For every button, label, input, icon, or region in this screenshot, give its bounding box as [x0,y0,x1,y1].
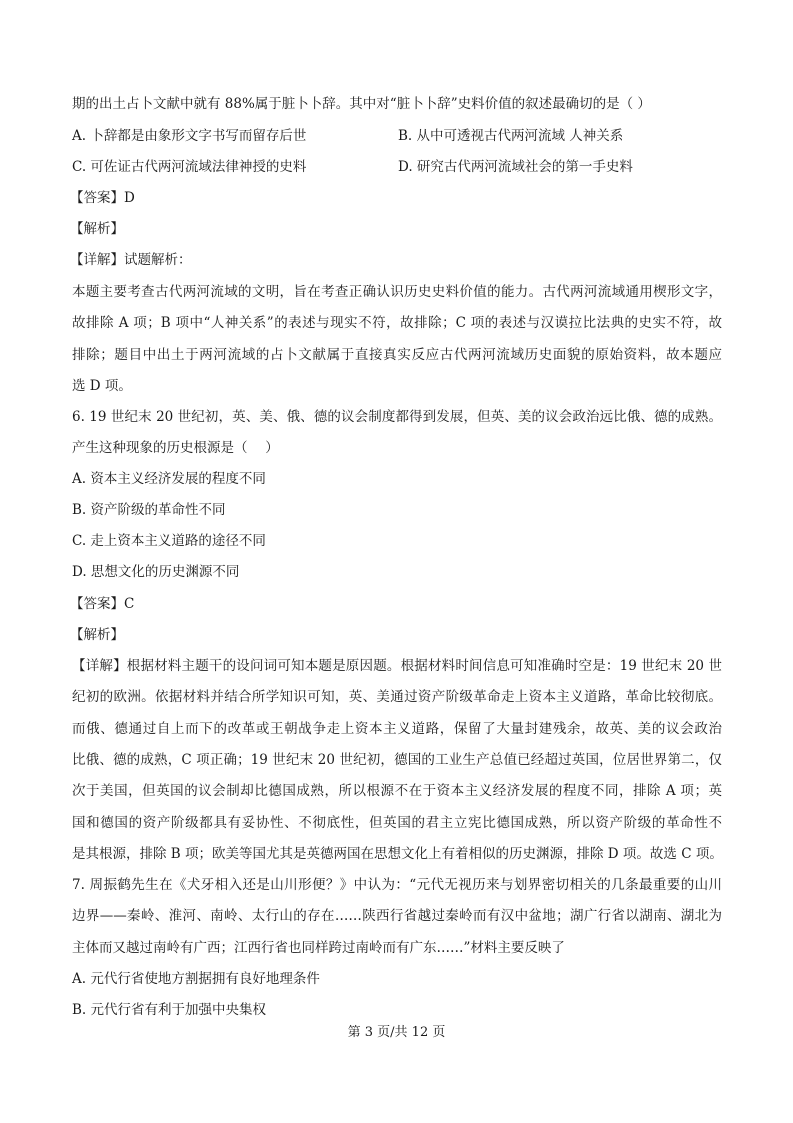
q5-detail-line: 本题主要考查古代两河流域的文明，旨在考查正确认识历史史料价值的能力。古代两河流域通用楔形文字， [72,284,722,300]
q5-analysis-label: 【解析】 [70,221,124,237]
q6-stem-line: 6. 19 世纪末 20 世纪初，英、美、俄、德的议会制度都得到发展，但英、美的议会政治远比俄、德的成熟。 [72,409,722,425]
q6-option-a: A. 资本主义经济发展的程度不同 [72,471,266,487]
q7-option-a: A. 元代行省使地方割据拥有良好地理条件 [72,971,320,987]
q5-option-c: C. 可佐证古代两河流域法律神授的史料 [72,159,307,175]
q6-option-d: D. 思想文化的历史渊源不同 [72,564,240,580]
q6-detail-line: 纪初的欧洲。依据材料并结合所学知识可知，英、美通过资产阶级革命走上资本主义道路，革命比较彻底。 [72,689,722,705]
q5-option-a: A. 卜辞都是由象形文字书写而留存后世 [72,128,307,144]
q5-option-b: B. 从中可透视古代两河流域 人神关系 [398,128,624,144]
q6-detail-line: 次于美国，但英国的议会制却比德国成熟，所以根源不在于资本主义经济发展的程度不同，排除 A 项；英 [72,783,722,799]
q6-stem-line: 产生这种现象的历史根源是（ ） [72,440,279,456]
q6-detail-line: 而俄、德通过自上而下的改革或王朝战争走上资本主义道路，保留了大量封建残余，故英、美的议会政治 [72,721,722,737]
q5-detail-line: 排除；题目中出土于两河流域的占卜文献属于直接真实反应古代两河流域历史面貌的原始资料，故本题应 [72,347,722,363]
q6-detail-line: 是其根源，排除 B 项；欧美等国尤其是英德两国在思想文化上有着相似的历史渊源，排除 D 项。故选 C 项。 [72,846,723,862]
q6-detail-line: 【详解】根据材料主题干的设问词可知本题是原因题。根据材料时间信息可知准确时空是：19 世纪末 20 世 [72,658,722,674]
q7-stem-line: 主体而又越过南岭有广西；江西行省也同样跨过南岭而有广东……”材料主要反映了 [72,940,565,956]
q6-detail-line: 国和德国的资产阶级都具有妥协性、不彻底性，但英国的君主立宪比德国成熟，所以资产阶级的革命性不 [72,815,722,831]
page-number-footer: 第 3 页/共 12 页 [347,1025,446,1040]
q5-detail-line: 选 D 项。 [72,378,132,394]
q5-detail-heading: 【详解】试题解析： [70,252,192,268]
q7-stem-line: 边界——秦岭、淮河、南岭、太行山的存在……陕西行省越过秦岭而有汉中盆地；湖广行省以湖南、湖北为 [72,908,722,924]
q5-stem: 期的出土占卜文献中就有 88%属于脏卜卜辞。其中对“脏卜卜辞”史料价值的叙述最确切的是（ ） [72,96,651,112]
q5-detail-line: 故排除 A 项；B 项中“人神关系”的表述与现实不符，故排除；C 项的表述与汉谟拉比法典的史实不符，故 [72,315,722,331]
q6-detail-line: 比俄、德的成熟，C 项正确；19 世纪末 20 世纪初，德国的工业生产总值已经超过英国，位居世界第二，仅 [72,752,722,768]
q7-option-b: B. 元代行省有利于加强中央集权 [72,1002,267,1018]
q6-option-b: B. 资产阶级的革命性不同 [72,502,226,518]
q6-option-c: C. 走上资本主义道路的途径不同 [72,533,266,549]
q5-answer: 【答案】D [70,190,135,206]
q6-analysis-label: 【解析】 [70,627,124,643]
q7-stem-line: 7. 周振鹤先生在《犬牙相入还是山川形便？》中认为：“元代无视历来与划界密切相关的几条最重要的山川 [72,877,722,893]
q6-answer: 【答案】C [70,596,135,612]
q5-option-d: D. 研究古代两河流域社会的第一手史料 [398,159,633,175]
